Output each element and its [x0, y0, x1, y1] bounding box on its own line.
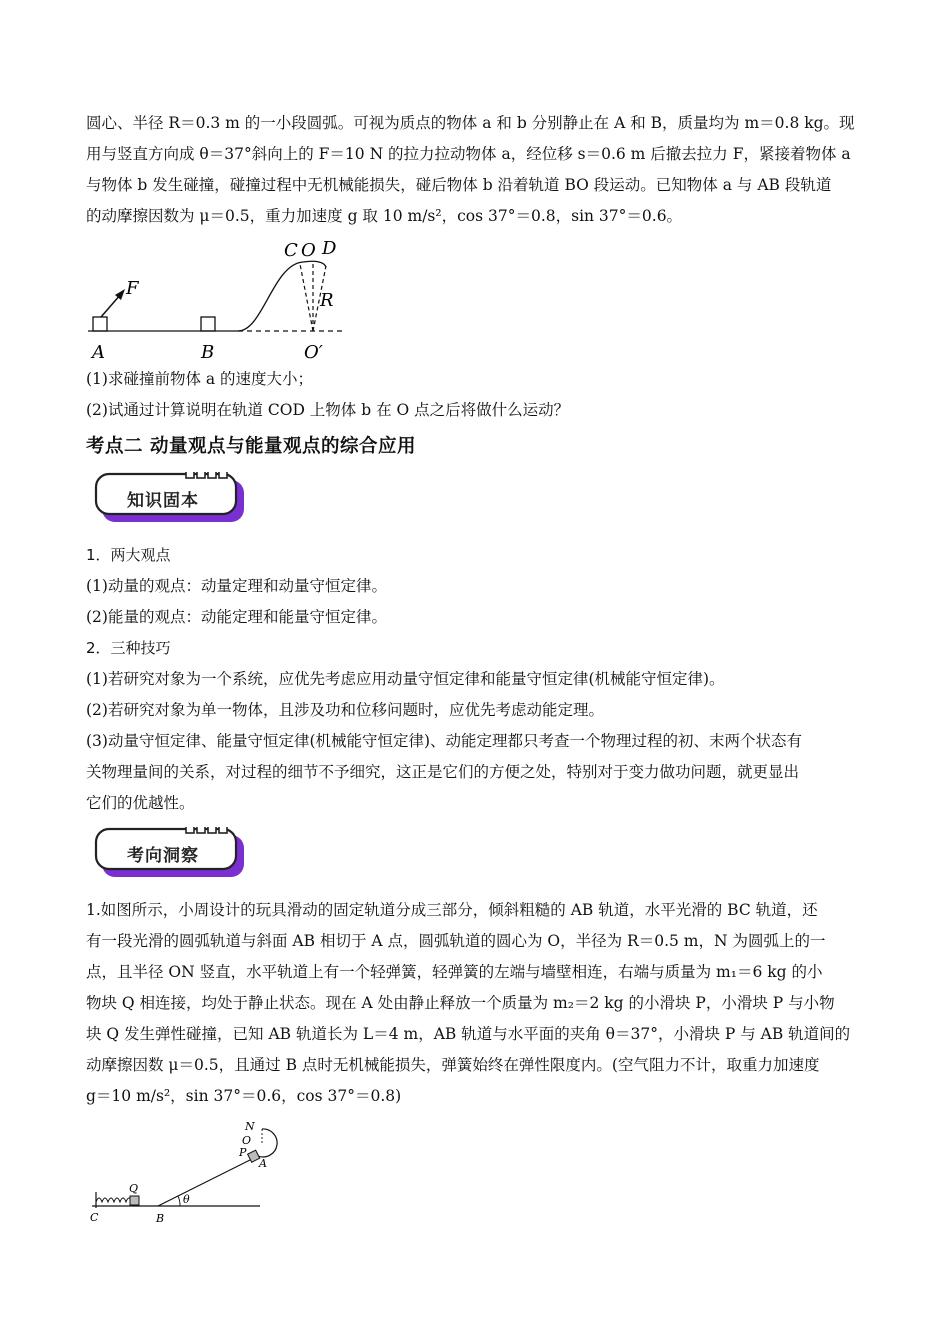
label-p: P [239, 1146, 247, 1159]
track-figure-2 [88, 1120, 278, 1232]
knowledge-item-5-line-2: 关物理量间的关系，对过程的细节不予细究，这正是它们的方便之处，特别对于变力做功问题，就更显出 [86, 763, 800, 781]
question-1: (1)求碰撞前物体 a 的速度大小； [86, 370, 314, 388]
knowledge-item-2: (2)能量的观点：动能定理和能量守恒定律。 [86, 608, 387, 626]
knowledge-item-3: (1)若研究对象为一个系统，应优先考虑应用动量守恒定律和能量守恒定律(机械能守恒定律)。 [86, 670, 725, 688]
badge-knowledge-label: 知识固本 [127, 491, 199, 511]
knowledge-item-1: (1)动量的观点：动量定理和动量守恒定律。 [86, 577, 387, 595]
label-r: R [320, 290, 334, 311]
problem-intro-line-4: 的动摩擦因数为 μ＝0.5，重力加速度 g 取 10 m/s²，cos 37°＝0.8，sin 37°＝0.6。 [86, 207, 683, 225]
badge-direction-label: 考向洞察 [127, 846, 199, 866]
label-b2: B [156, 1212, 165, 1225]
label-a2: A [259, 1157, 267, 1170]
section-title: 考点二 动量观点与能量观点的综合应用 [86, 436, 416, 457]
badge-direction [94, 827, 254, 885]
spring [96, 1198, 132, 1202]
problem1-line-6: 动摩擦因数 μ＝0.5，且通过 B 点时无机械能损失，弹簧始终在弹性限度内。(空气阻力不计，取重力加速度 [86, 1056, 820, 1074]
block-b [201, 317, 215, 331]
problem-intro-line-1: 圆心、半径 R＝0.3 m 的一小段圆弧。可视为质点的物体 a 和 b 分别静止在 A 和 B，质量均为 m＝0.8 kg。现 [86, 114, 855, 132]
track-figure-1 [88, 234, 358, 364]
problem1-line-4: 物块 Q 相连接，均处于静止状态。现在 A 处由静止释放一个质量为 m₂＝2 kg 的小滑块 P，小滑块 P 与小物 [86, 994, 835, 1012]
label-o-prime: O′ [304, 342, 323, 363]
problem1-line-1: 1.如图所示，小周设计的玩具滑动的固定轨道分成三部分，倾斜粗糙的 AB 轨道，水平光滑的 BC 轨道，还 [86, 901, 818, 919]
problem1-line-5: 块 Q 发生弹性碰撞，已知 AB 轨道长为 L＝4 m，AB 轨道与水平面的夹角 θ＝37°，小滑块 P 与 AB 轨道间的 [86, 1025, 851, 1043]
label-c: C [284, 240, 298, 261]
circular-arc [258, 1129, 277, 1157]
knowledge-heading-2: 2．三种技巧 [86, 639, 171, 657]
label-b: B [201, 342, 215, 363]
label-c2: C [90, 1211, 99, 1224]
knowledge-item-5-line-1: (3)动量守恒定律、能量守恒定律(机械能守恒定律)、动能定理都只考查一个物理过程的初、末两个状态有 [86, 732, 803, 750]
question-2: (2)试通过计算说明在轨道 COD 上物体 b 在 O 点之后将做什么运动？ [86, 401, 570, 419]
problem-intro-line-2: 用与竖直方向成 θ＝37°斜向上的 F＝10 N 的拉力拉动物体 a，经位移 s＝0.6 m 后撤去拉力 F，紧接着物体 a [86, 145, 851, 163]
label-theta: θ [183, 1193, 190, 1206]
badge-knowledge [94, 472, 254, 530]
label-a: A [92, 342, 105, 363]
problem1-line-2: 有一段光滑的圆弧轨道与斜面 AB 相切于 A 点，圆弧轨道的圆心为 O，半径为 R＝0.5 m，N 为圆弧上的一 [86, 932, 826, 950]
label-f: F [126, 278, 139, 299]
knowledge-item-5-line-3: 它们的优越性。 [86, 794, 195, 812]
document-page [86, 108, 866, 1232]
label-o: O [301, 240, 316, 261]
problem-intro-line-3: 与物体 b 发生碰撞，碰撞过程中无机械能损失，碰后物体 b 沿着轨道 BO 段运动。已知物体 a 与 AB 段轨道 [86, 176, 832, 194]
label-n: N [245, 1120, 255, 1133]
block-a [93, 317, 107, 331]
knowledge-item-4: (2)若研究对象为单一物体，且涉及功和位移问题时，应优先考虑动能定理。 [86, 701, 604, 719]
block-q [130, 1196, 139, 1205]
knowledge-heading-1: 1．两大观点 [86, 546, 171, 564]
label-o2: O [242, 1134, 252, 1147]
label-q: Q [129, 1182, 139, 1195]
problem1-line-3: 点，且半径 ON 竖直，水平轨道上有一个轻弹簧，轻弹簧的左端与墙壁相连，右端与质量为 m₁＝6 kg 的小 [86, 963, 823, 981]
problem1-line-7: g＝10 m/s²，sin 37°＝0.6，cos 37°＝0.8) [86, 1087, 402, 1105]
label-d: D [322, 238, 337, 259]
